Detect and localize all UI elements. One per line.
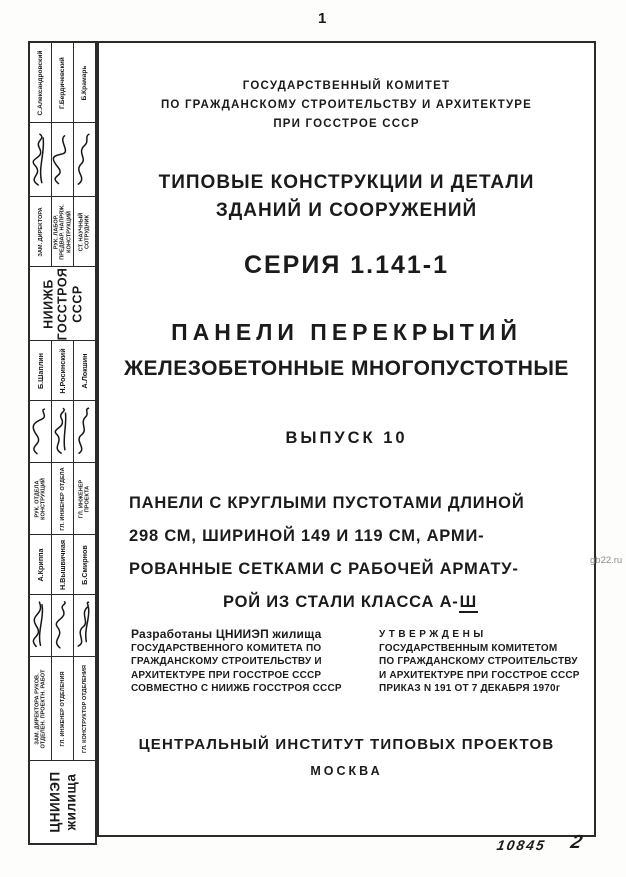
approved-line: ПРИКАЗ N 191 ОТ 7 ДЕКАБРЯ 1970г — [379, 683, 561, 694]
signature-cell — [74, 595, 95, 657]
approved-line: И АРХИТЕКТУРЕ ПРИ ГОССТРОЕ СССР — [379, 669, 580, 681]
handwritten-sheet-number: 2 — [568, 832, 585, 853]
name-cell — [52, 341, 74, 401]
person-title: ГЛ. ИНЖЕНЕР ПРОЕКТА — [78, 479, 91, 518]
title-cell — [30, 463, 52, 535]
person-name: А.Криппа — [35, 547, 45, 582]
name-cell — [74, 535, 95, 595]
person-title: ГЛ. ИНЖЕНЕР ОТДЕЛЕНИЯ — [59, 670, 66, 747]
person-title: РУК. ЛАБОР. ПРЕДВАР. НАПРЯЖ. КОНСТРУКЦИЙ — [52, 203, 72, 260]
org-line: ЦНИИЭП — [46, 771, 62, 833]
name-cell — [52, 535, 74, 595]
developed-line: Разработаны ЦНИИЭП жилища — [131, 627, 322, 641]
titles-row-1 — [30, 197, 95, 267]
description-line — [129, 586, 572, 619]
signature-scribble — [30, 129, 52, 189]
signature-cell — [30, 595, 52, 657]
title-cell — [74, 657, 95, 761]
description-line: 298 СМ, ШИРИНОЙ 149 И 119 СМ, АРМИ- — [129, 527, 485, 545]
steel-class-roman: Ш — [459, 593, 477, 611]
issue-number: ВЫПУСК 10 — [285, 429, 408, 447]
org-label-cniiep — [30, 761, 95, 843]
developed-line: АРХИТЕКТУРЕ ПРИ ГОССТРОЕ СССР — [131, 669, 322, 681]
person-title: ЗАМ. ДИРЕКТОРА РУКОВ. ОТДЕЛЕН. ПРОЕКТН. РАБОТ — [34, 668, 47, 749]
signature-cell — [52, 123, 74, 197]
signature-scribble — [74, 404, 95, 458]
signature-scribble — [30, 404, 52, 458]
names-row-1 — [30, 43, 95, 123]
title-line: ЗДАНИЙ И СООРУЖЕНИЙ — [215, 200, 478, 221]
publisher-city: МОСКВА — [310, 764, 383, 778]
person-title: ЗАМ. ДИРЕКТОРА — [37, 206, 44, 257]
page-number: 1 — [318, 10, 327, 27]
developed-by-block — [131, 628, 369, 696]
subject-line-2: ЖЕЛЕЗОБЕТОННЫЕ МНОГОПУСТОТНЫЕ — [124, 357, 569, 380]
names-row-2 — [30, 341, 95, 401]
signature-scribble — [52, 404, 74, 458]
org-cell — [30, 267, 95, 341]
signature-cell — [74, 123, 95, 197]
signature-scribble — [74, 129, 95, 189]
approved-by-block — [379, 628, 591, 696]
series-number: СЕРИЯ 1.141-1 — [243, 251, 450, 279]
title-cell — [74, 197, 95, 267]
name-cell — [52, 43, 74, 123]
approved-line: УТВЕРЖДЕНЫ — [379, 629, 487, 640]
description-line: РОВАННЫЕ СЕТКАМИ С РАБОЧЕЙ АРМАТУ- — [129, 560, 519, 578]
signature-cell — [52, 595, 74, 657]
signature-scribble — [52, 598, 74, 652]
title-cell — [52, 657, 74, 761]
org-name — [47, 771, 78, 832]
subject-line-1: ПАНЕЛИ ПЕРЕКРЫТИЙ — [171, 319, 522, 345]
committee-heading — [99, 77, 594, 134]
title-cell — [30, 197, 52, 267]
document-frame — [97, 41, 596, 837]
person-name: Б.Смирнов — [79, 544, 89, 585]
steel-class-prefix: РОЙ ИЗ СТАЛИ КЛАССА А- — [222, 593, 459, 611]
person-name: Н.Вышвичная — [57, 539, 67, 590]
signature-cell — [30, 401, 52, 463]
approved-line: ПО ГРАЖДАНСКОМУ СТРОИТЕЛЬСТВУ — [379, 656, 578, 667]
title-cell — [52, 197, 74, 267]
developed-line: СОВМЕСТНО С НИИЖБ ГОССТРОЯ СССР — [131, 683, 342, 694]
publisher-name: ЦЕНТРАЛЬНЫЙ ИНСТИТУТ ТИПОВЫХ ПРОЕКТОВ — [138, 736, 555, 753]
panel-description — [129, 487, 572, 619]
titles-row-3 — [30, 657, 95, 761]
committee-line: ПРИ ГОССТРОЕ СССР — [273, 118, 420, 130]
person-name: С.Александровский — [36, 50, 44, 115]
title-cell — [52, 463, 74, 535]
signatures-row-3 — [30, 595, 95, 657]
developed-line: ГРАЖДАНСКОМУ СТРОИТЕЛЬСТВУ И — [131, 656, 322, 667]
signature-cell — [74, 401, 95, 463]
person-name: Б.Крамарь — [80, 65, 88, 100]
signature-scribble — [30, 598, 52, 652]
developed-line: ГОСУДАРСТВЕННОГО КОМИТЕТА ПО — [131, 642, 322, 654]
signature-scribble — [52, 129, 74, 189]
org-line: НИИЖБ — [40, 278, 55, 329]
name-cell — [30, 341, 52, 401]
signature-scribble — [74, 598, 95, 652]
signature-cell — [30, 123, 52, 197]
signature-cell — [52, 401, 74, 463]
person-name: А.Локшин — [79, 353, 89, 388]
name-cell — [74, 341, 95, 401]
committee-line: ПО ГРАЖДАНСКОМУ СТРОИТЕЛЬСТВУ И АРХИТЕКТУРЕ — [160, 99, 533, 111]
person-name: Б.Шаплин — [35, 352, 45, 389]
name-cell — [30, 535, 52, 595]
org-cell — [30, 761, 95, 843]
site-watermark: gb22.ru — [590, 555, 623, 566]
person-title: ГЛ. ИНЖЕНЕР ОТДЕЛА — [59, 466, 66, 531]
committee-line: ГОСУДАРСТВЕННЫЙ КОМИТЕТ — [242, 80, 451, 92]
title-cell — [74, 463, 95, 535]
name-cell — [74, 43, 95, 123]
document-title — [99, 169, 594, 225]
approved-line: ГОСУДАРСТВЕННЫМ КОМИТЕТОМ — [379, 642, 558, 654]
org-line: СССР — [69, 284, 84, 323]
person-title: РУК. ОТДЕЛА КОНСТРУКЦИЙ — [34, 477, 47, 520]
name-cell — [30, 43, 52, 123]
person-title: ГЛ. КОНСТРУКТОР ОТДЕЛЕНИЯ — [81, 664, 88, 753]
org-line: жилища — [62, 773, 78, 831]
names-row-3 — [30, 535, 95, 595]
signature-title-block — [28, 41, 97, 845]
signatures-row-1 — [30, 123, 95, 197]
titles-row-2 — [30, 463, 95, 535]
person-name: Г.Бердичевский — [58, 56, 66, 109]
person-name: Н.Росинский — [57, 347, 67, 394]
title-cell — [30, 657, 52, 761]
title-line: ТИПОВЫЕ КОНСТРУКЦИИ И ДЕТАЛИ — [158, 172, 535, 193]
person-title: СТ. НАУЧНЫЙ СОТРУДНИК — [78, 212, 91, 251]
org-name — [41, 267, 84, 340]
org-label-niizhb — [30, 267, 95, 341]
handwritten-inventory-number: 10845 — [495, 837, 548, 853]
description-line: ПАНЕЛИ С КРУГЛЫМИ ПУСТОТАМИ ДЛИНОЙ — [129, 494, 525, 512]
signatures-row-2 — [30, 401, 95, 463]
org-line: ГОССТРОЯ — [55, 267, 70, 340]
